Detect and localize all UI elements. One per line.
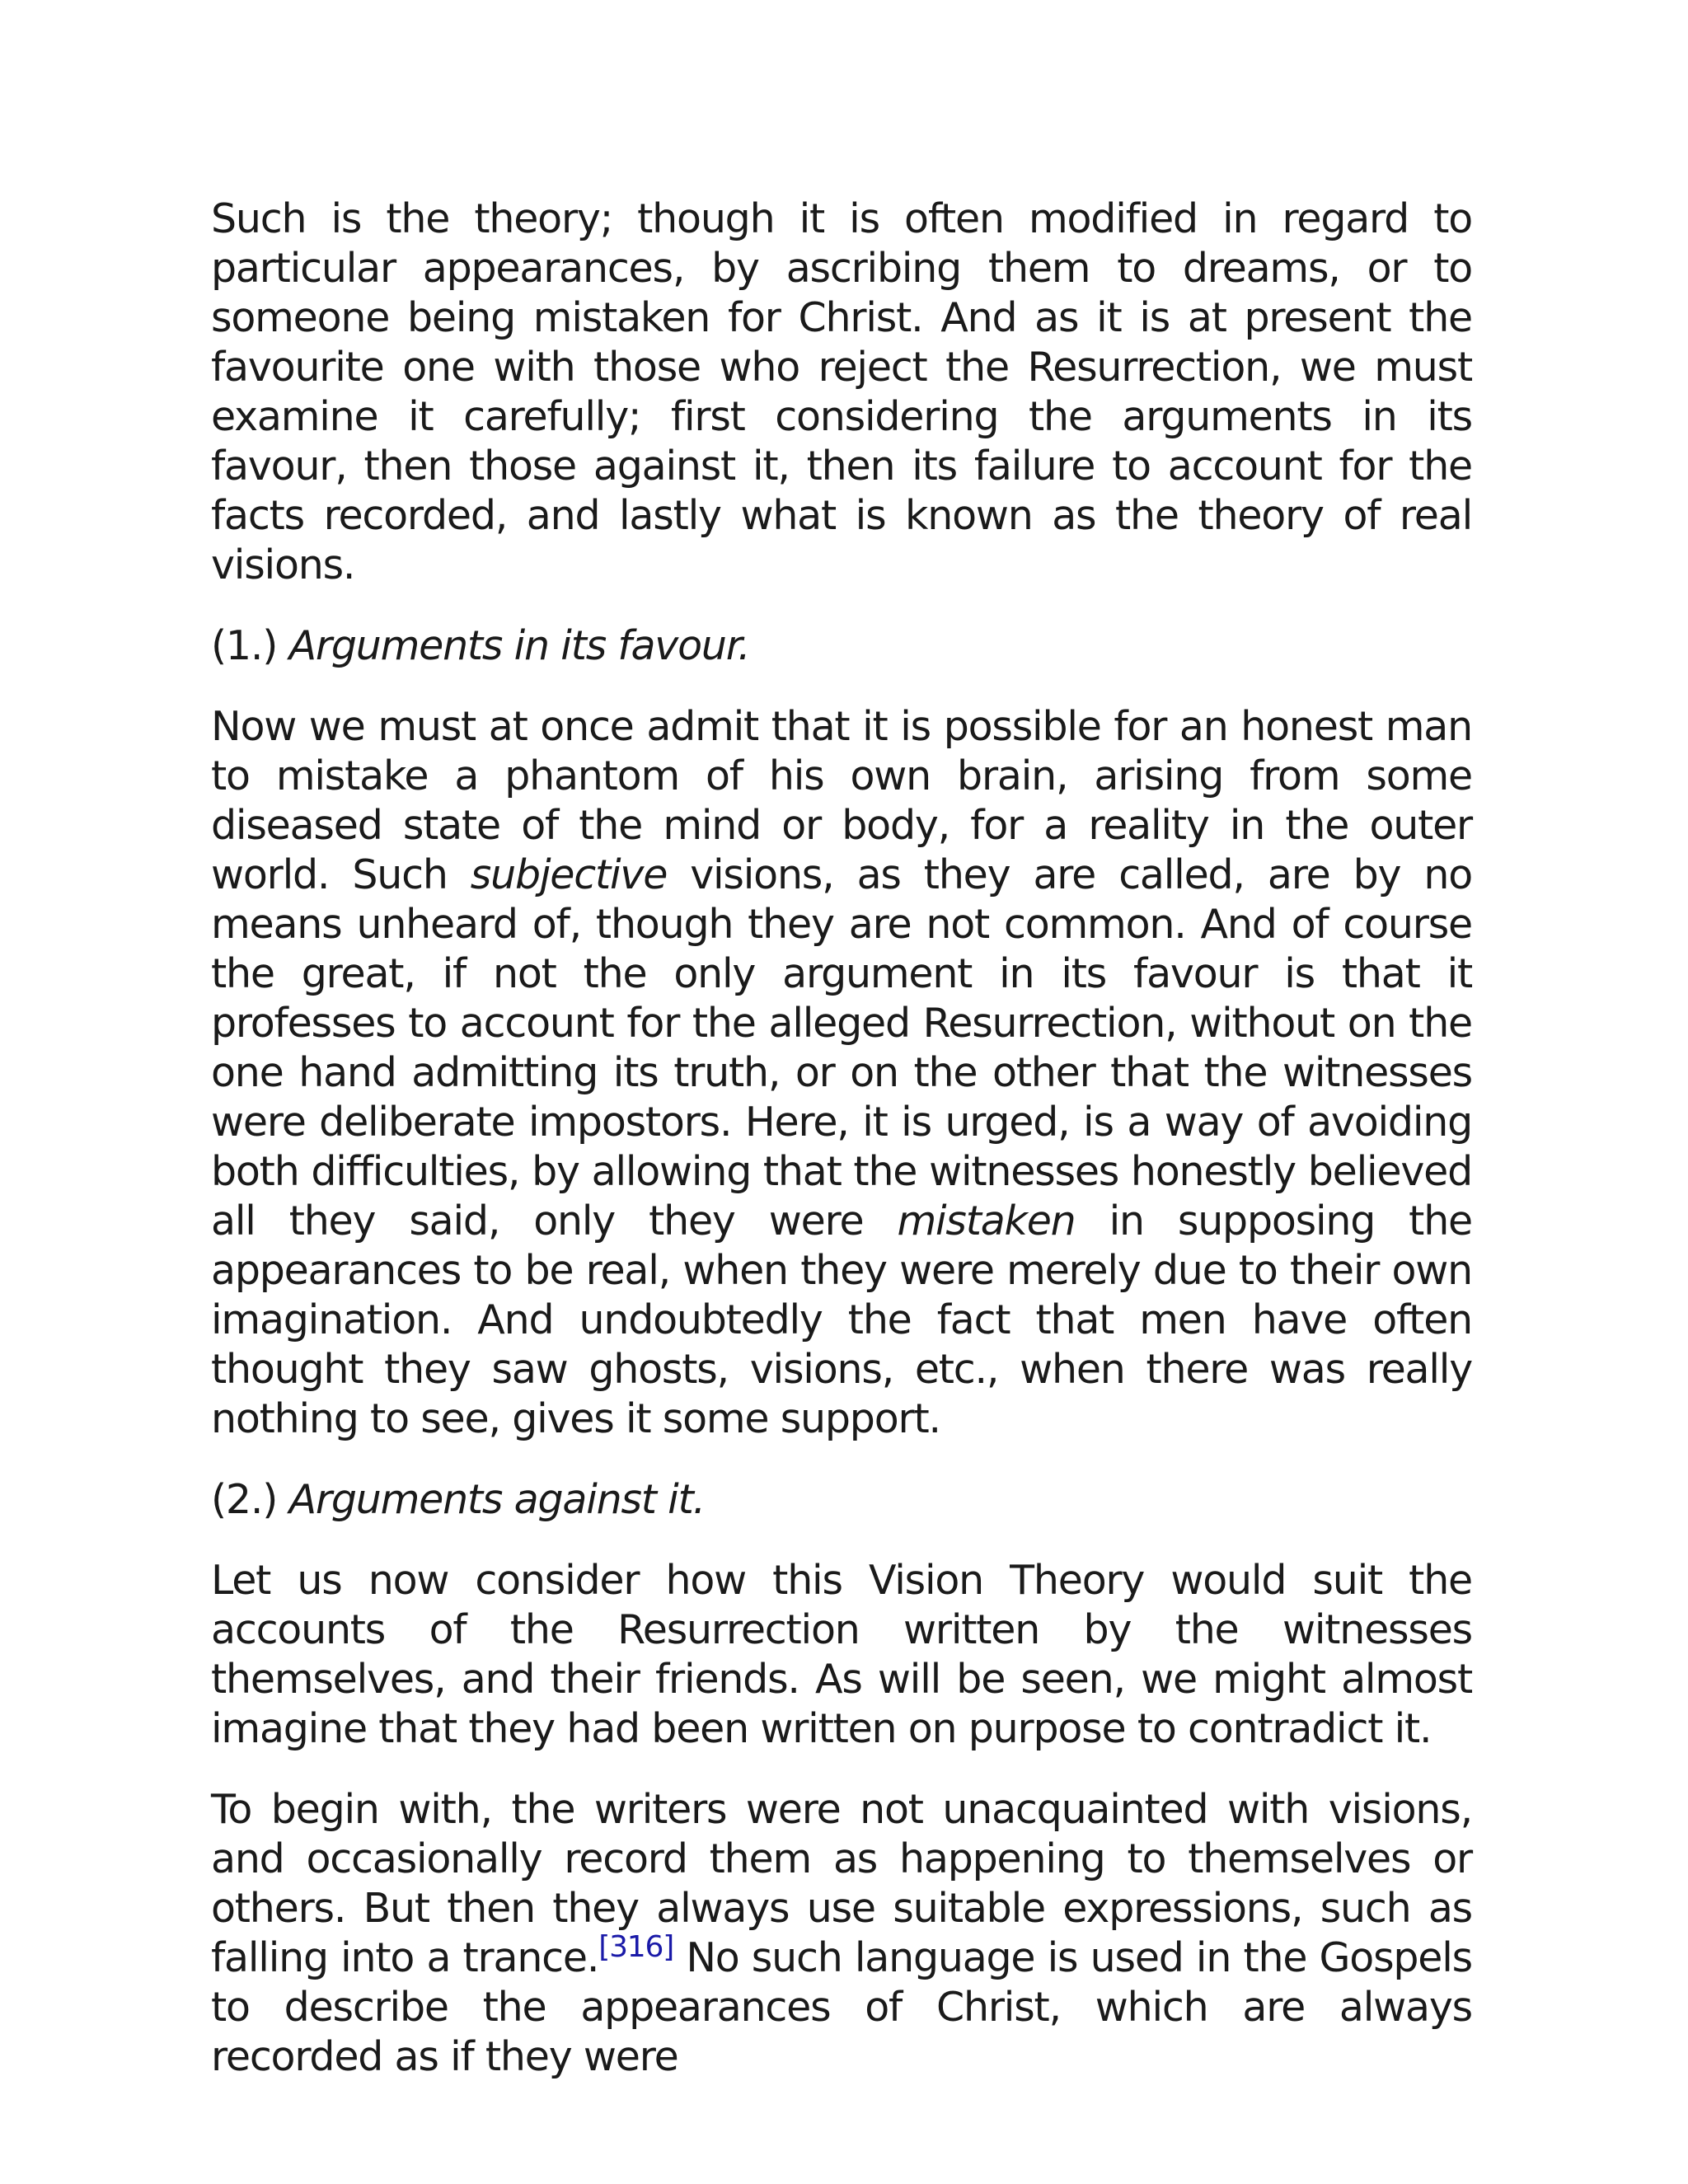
paragraph-text: Such is the theory; though it is often modified in regard to particular appearances, by ascribing them to dreams, or to someone being mistaken for Christ. And as it is at present the favourite one with those who reject the Resurrection, we must examine it carefully; first considering the arguments in its favour, then those against it, then its failure to account for the facts recorded, and lastly what is known as the theory of real visions.	[211, 195, 1472, 588]
paragraph-text: in supposing the appearances to be real, when they were merely due to their own imagination. And undoubtedly the fact that men have often thought they saw ghosts, visions, etc., when there was really nothing to see, gives it some support.	[211, 1197, 1472, 1442]
document-page	[211, 194, 1472, 2113]
emphasis-subjective: subjective	[470, 851, 668, 898]
paragraph-favour	[211, 702, 1472, 1444]
section-number: (2.)	[211, 1476, 289, 1523]
paragraph-text: Let us now consider how this Vision Theory would suit the accounts of the Resurrection written by the witnesses themselves, and their friends. As will be seen, we might almost imagine that they had been written on purpose to contradict it.	[211, 1557, 1472, 1752]
footnote-marker	[598, 1930, 673, 1964]
emphasis-mistaken: mistaken	[897, 1197, 1076, 1244]
paragraph-vision-theory	[211, 1556, 1472, 1754]
section-heading-favour	[211, 621, 1472, 671]
paragraph-text: visions, as they are called, are by no means unheard of, though they are not common. And of course the great, if not the only argument in its favour is that it professes to account for the alleged Resurrection, without on the one hand admitting its truth, or on the other that the witnesses were deliberate impostors. Here, it is urged, is a way of avoiding both difficulties, by allowing that the witnesses honestly believed all they said, only they were	[211, 851, 1472, 1244]
section-title: Arguments against it.	[288, 1476, 705, 1523]
paragraph-text: To begin with, the writers were not unacquainted with visions, and occasionally record them as happening to themselves or others. But then they always use suitable expressions, such as falling into a trance.	[211, 1786, 1472, 1981]
paragraph-text: Now we must at once admit that it is possible for an honest man to mistake a phantom of his own brain, arising from some diseased state of the mind or body, for a reality in the outer world. Such	[211, 703, 1472, 898]
footnote-link[interactable]: [316]	[598, 1930, 674, 1964]
section-title: Arguments in its favour.	[288, 622, 750, 669]
paragraph-writers	[211, 1785, 1472, 2082]
paragraph-text: No such language is used in the Gospels to describe the appearances of Christ, which are always recorded as if they were	[211, 1934, 1472, 2080]
paragraph-theory	[211, 194, 1472, 590]
section-heading-against	[211, 1475, 1472, 1525]
section-number: (1.)	[211, 622, 289, 669]
